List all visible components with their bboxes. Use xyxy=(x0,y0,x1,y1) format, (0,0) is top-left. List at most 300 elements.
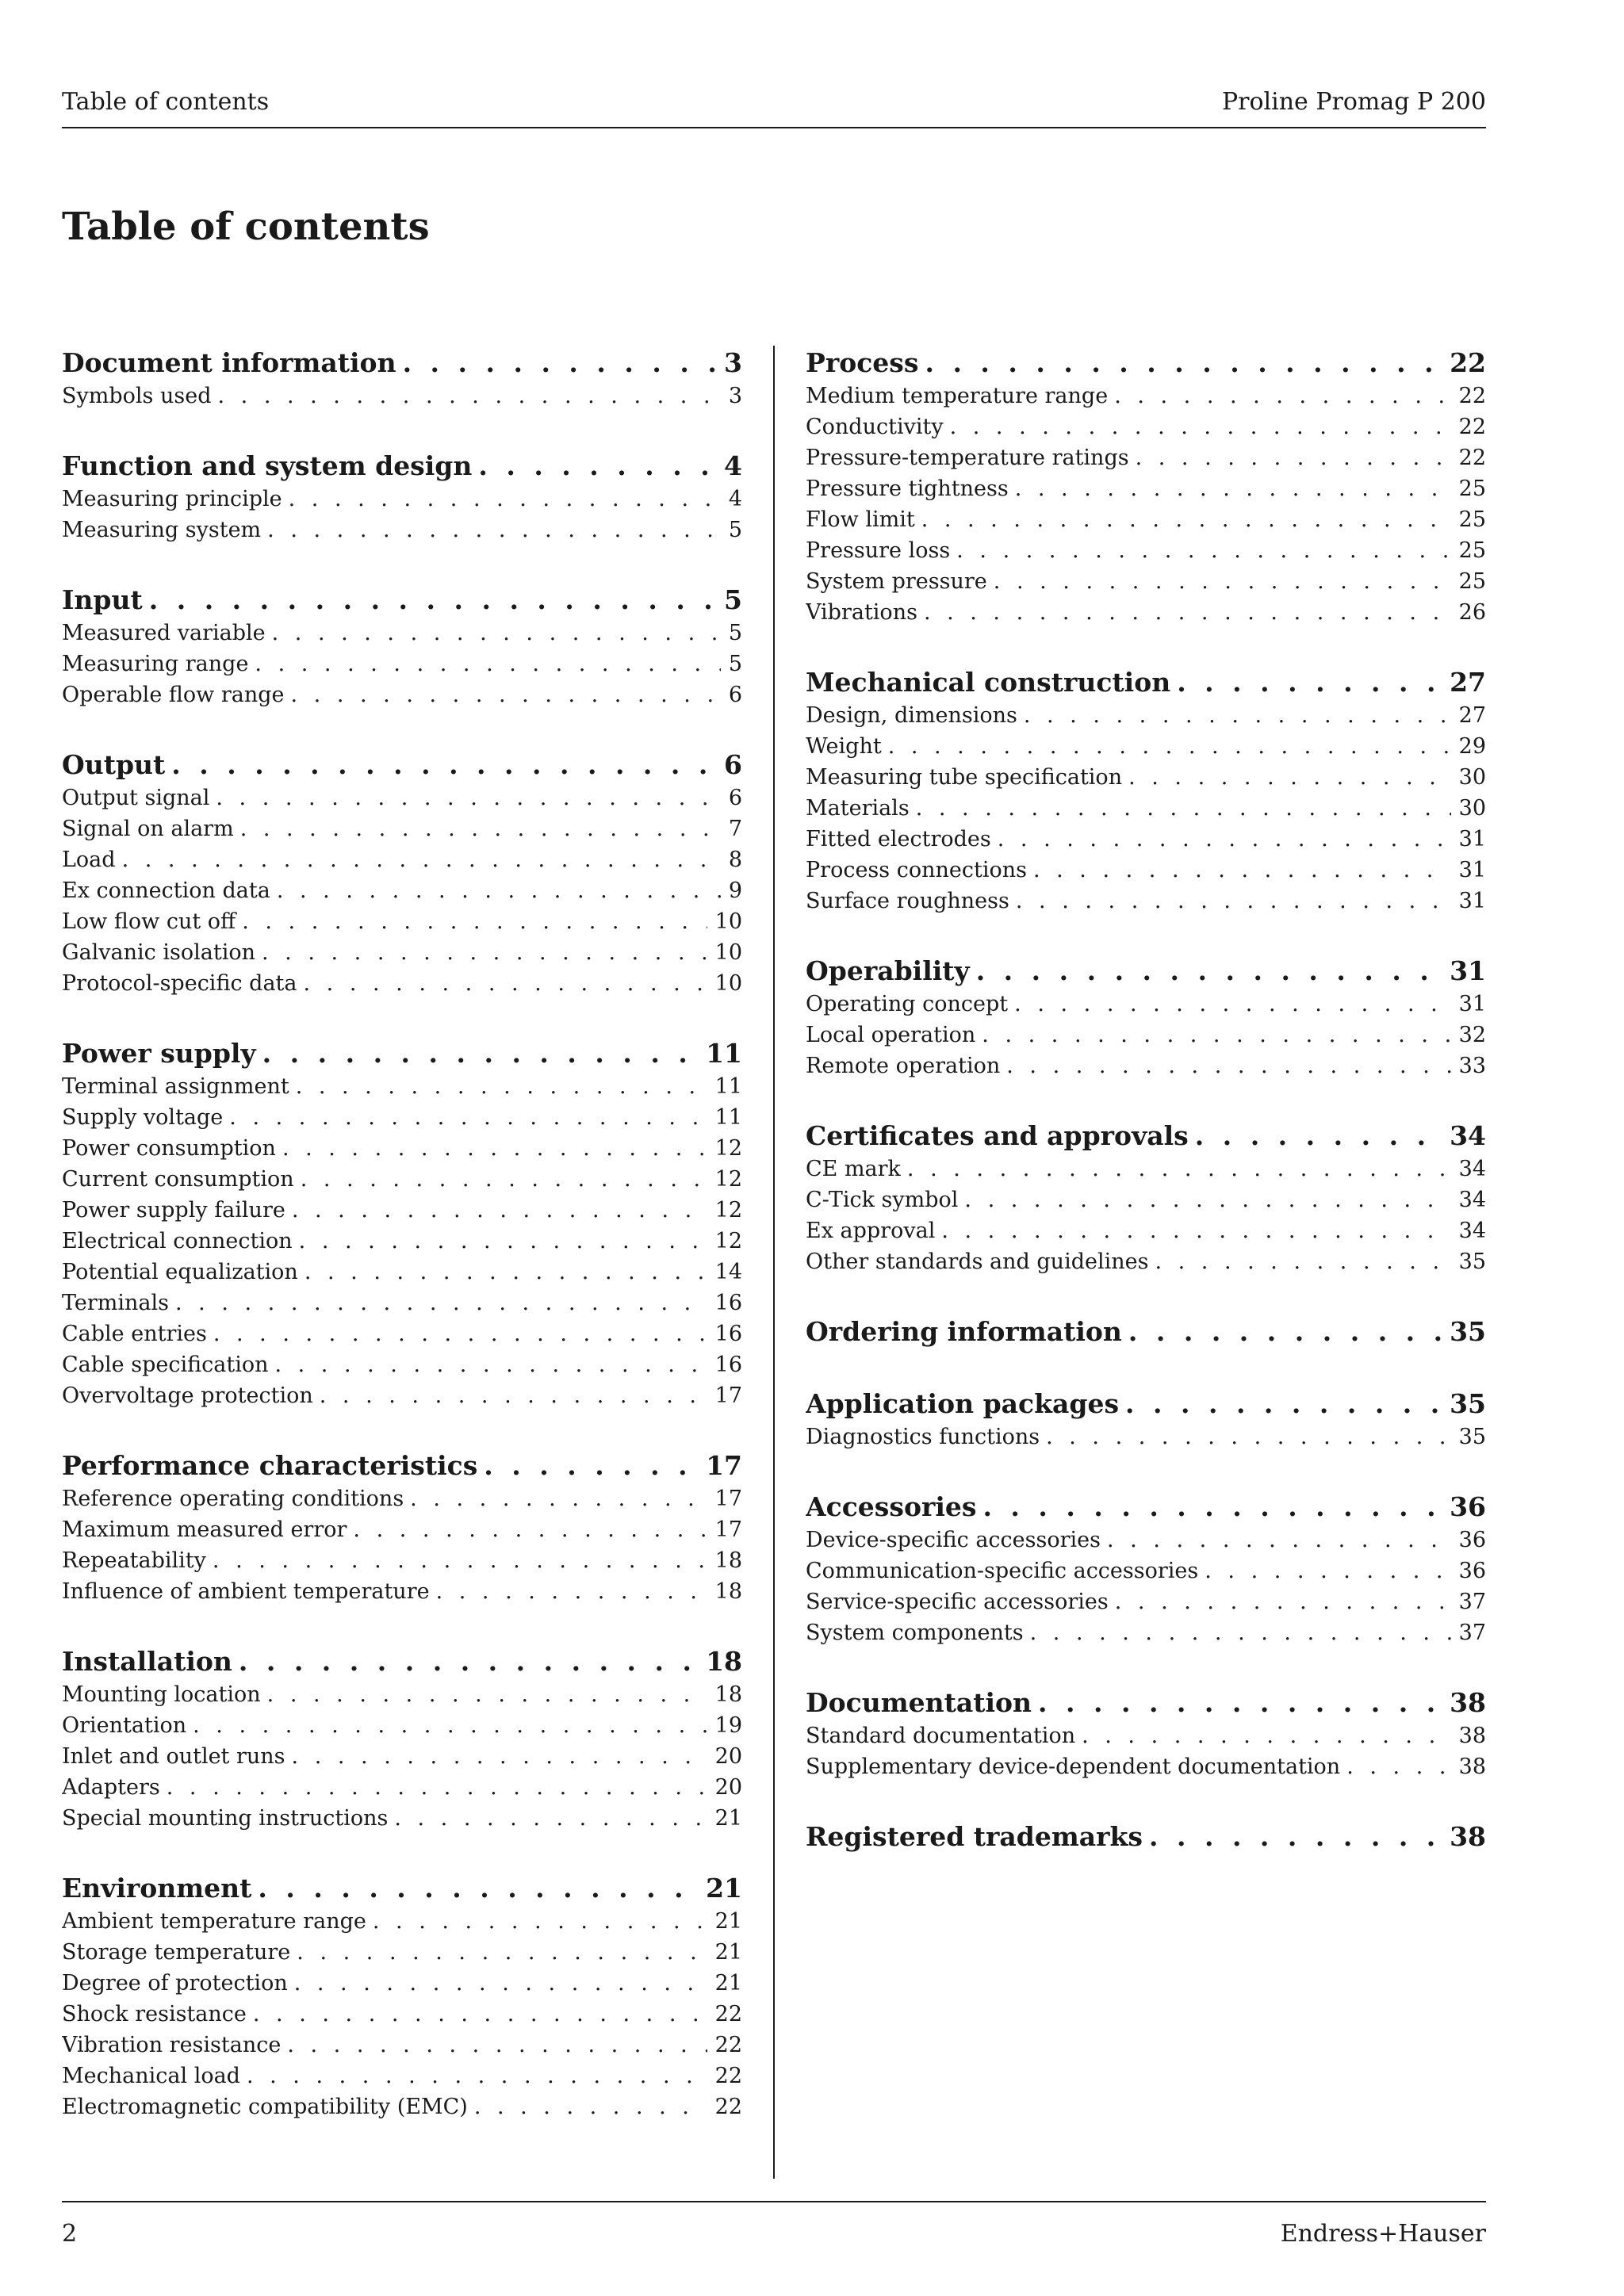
toc-entry-page: 5 xyxy=(728,652,742,676)
toc-entry[interactable] xyxy=(62,1710,742,1741)
dot-leader xyxy=(287,2030,707,2061)
toc-entry-title: Pressure-temperature ratings xyxy=(806,446,1129,470)
toc-entry-title: Power consumption xyxy=(62,1136,276,1161)
toc-entry-title: Pressure loss xyxy=(806,538,951,563)
toc-section-page: 21 xyxy=(706,1873,742,1904)
toc-entry-title: Fitted electrodes xyxy=(806,827,991,851)
toc-entry-page: 35 xyxy=(1458,1249,1486,1274)
toc-section-heading[interactable] xyxy=(62,583,742,618)
toc-entry[interactable] xyxy=(806,731,1486,762)
toc-entry-title: Signal on alarm xyxy=(62,817,234,841)
toc-entry-title: Cable specification xyxy=(62,1353,269,1377)
toc-entry-page: 25 xyxy=(1458,507,1486,532)
toc-entry-title: Remote operation xyxy=(806,1054,1001,1078)
column-divider xyxy=(773,346,775,2179)
toc-entry-page: 6 xyxy=(728,786,742,810)
dot-leader xyxy=(1177,665,1442,700)
toc-entry-page: 17 xyxy=(714,1517,742,1542)
toc-section-heading[interactable] xyxy=(62,1036,742,1071)
toc-section-heading[interactable] xyxy=(806,954,1486,989)
toc-section-heading[interactable] xyxy=(62,1448,742,1483)
toc-entry[interactable] xyxy=(806,381,1486,411)
toc-entry-title: Measuring system xyxy=(62,518,262,542)
toc-entry-title: Medium temperature range xyxy=(806,384,1109,408)
toc-entry[interactable] xyxy=(806,1422,1486,1452)
toc-entry-page: 34 xyxy=(1458,1157,1486,1181)
toc-entry-title: Repeatability xyxy=(62,1548,206,1573)
toc-entry-page: 11 xyxy=(714,1105,742,1130)
toc-entry-page: 32 xyxy=(1458,1023,1486,1047)
dot-leader xyxy=(1030,1617,1451,1648)
toc-section-heading[interactable] xyxy=(806,1387,1486,1422)
toc-entry[interactable] xyxy=(62,1380,742,1411)
toc-entry[interactable] xyxy=(806,566,1486,597)
toc-entry-title: CE mark xyxy=(806,1157,901,1181)
toc-section-heading[interactable] xyxy=(62,748,742,783)
toc-entry[interactable] xyxy=(806,762,1486,793)
toc-entry-page: 31 xyxy=(1458,889,1486,913)
toc-entry-title: Shock resistance xyxy=(62,2002,247,2026)
toc-left-column xyxy=(62,346,742,2160)
toc-section xyxy=(806,1490,1486,1648)
toc-entry[interactable] xyxy=(62,906,742,937)
toc-entry[interactable] xyxy=(62,1257,742,1288)
toc-entry-title: Measuring principle xyxy=(62,487,282,511)
toc-entry-title: Terminal assignment xyxy=(62,1074,289,1099)
toc-entry[interactable] xyxy=(62,1576,742,1607)
toc-entry[interactable] xyxy=(806,597,1486,628)
toc-entry-title: Terminals xyxy=(62,1291,170,1315)
toc-entry-title: Protocol-specific data xyxy=(62,971,297,996)
toc-entry-page: 34 xyxy=(1458,1188,1486,1212)
toc-section-title: Application packages xyxy=(806,1388,1120,1419)
dot-leader xyxy=(998,824,1451,855)
toc-entry-title: Vibrations xyxy=(806,600,917,625)
toc-entry-page: 16 xyxy=(714,1353,742,1377)
toc-entry-page: 21 xyxy=(714,1909,742,1934)
toc-entry[interactable] xyxy=(806,700,1486,731)
toc-entry-title: Galvanic isolation xyxy=(62,940,255,965)
toc-entry[interactable] xyxy=(62,2061,742,2091)
toc-entry-title: Special mounting instructions xyxy=(62,1806,389,1831)
dot-leader xyxy=(1015,473,1451,504)
dot-leader xyxy=(484,1448,698,1483)
dot-leader xyxy=(1014,989,1450,1020)
toc-entry-page: 37 xyxy=(1458,1621,1486,1645)
dot-leader xyxy=(394,1803,707,1834)
toc-entry[interactable] xyxy=(62,1906,742,1937)
toc-entry-page: 20 xyxy=(714,1775,742,1800)
toc-section-title: Input xyxy=(62,584,143,615)
toc-entry-title: Storage temperature xyxy=(62,1940,291,1965)
toc-entry-page: 14 xyxy=(714,1260,742,1284)
dot-leader xyxy=(1125,1387,1442,1422)
toc-entry-title: Operating concept xyxy=(806,992,1009,1016)
toc-entry[interactable] xyxy=(806,473,1486,504)
toc-entry-title: Communication-specific accessories xyxy=(806,1559,1199,1583)
toc-section-page: 38 xyxy=(1450,1821,1486,1852)
toc-entry[interactable] xyxy=(62,783,742,813)
toc-entry-page: 29 xyxy=(1458,734,1486,759)
dot-leader xyxy=(240,813,721,844)
toc-entry-title: Current consumption xyxy=(62,1167,294,1192)
dot-leader xyxy=(217,381,720,411)
toc-entry[interactable] xyxy=(62,1514,742,1545)
toc-section-title: Operability xyxy=(806,955,970,986)
toc-entry-page: 12 xyxy=(714,1229,742,1253)
toc-section-page: 35 xyxy=(1450,1388,1486,1419)
toc-section xyxy=(62,1448,742,1607)
toc-entry-page: 22 xyxy=(1458,415,1486,439)
header-section-label: Table of contents xyxy=(62,88,270,116)
toc-entry-title: Ambient temperature range xyxy=(62,1909,366,1934)
dot-leader xyxy=(1006,1050,1450,1081)
toc-entry-page: 31 xyxy=(1458,992,1486,1016)
dot-leader xyxy=(950,411,1451,442)
toc-entry[interactable] xyxy=(62,1318,742,1349)
toc-section-title: Output xyxy=(62,749,166,780)
toc-entry[interactable] xyxy=(806,824,1486,855)
toc-entry-title: System pressure xyxy=(806,569,987,594)
toc-entry-page: 31 xyxy=(1458,858,1486,882)
toc-entry[interactable] xyxy=(806,1751,1486,1782)
toc-entry-page: 7 xyxy=(728,817,742,841)
dot-leader xyxy=(964,1184,1450,1215)
toc-section xyxy=(806,1119,1486,1277)
toc-entry-page: 38 xyxy=(1458,1724,1486,1748)
dot-leader xyxy=(1115,1586,1451,1617)
toc-entry-title: Inlet and outlet runs xyxy=(62,1744,285,1769)
toc-entry-page: 10 xyxy=(714,940,742,965)
dot-leader xyxy=(1195,1119,1442,1154)
page-footer xyxy=(62,2201,1486,2258)
dot-leader xyxy=(410,1483,707,1514)
toc-entry[interactable] xyxy=(62,1164,742,1195)
toc-entry-title: Reference operating conditions xyxy=(62,1487,404,1511)
dot-leader xyxy=(291,679,721,710)
toc-entry[interactable] xyxy=(62,1679,742,1710)
toc-entry[interactable] xyxy=(62,1999,742,2030)
toc-section-page: 5 xyxy=(724,584,742,615)
toc-entry-page: 16 xyxy=(714,1322,742,1346)
toc-entry[interactable] xyxy=(62,1288,742,1318)
toc-entry-page: 21 xyxy=(714,1940,742,1965)
toc-entry[interactable] xyxy=(806,1246,1486,1277)
toc-entry-page: 12 xyxy=(714,1198,742,1223)
toc-entry[interactable] xyxy=(62,381,742,411)
toc-entry-title: Measuring tube specification xyxy=(806,765,1123,790)
toc-section-heading[interactable] xyxy=(62,1644,742,1679)
toc-entry-page: 18 xyxy=(714,1682,742,1707)
toc-entry[interactable] xyxy=(62,1545,742,1576)
toc-entry-title: Load xyxy=(62,848,116,872)
toc-entry[interactable] xyxy=(806,1020,1486,1050)
dot-leader xyxy=(193,1710,707,1741)
toc-entry-page: 38 xyxy=(1458,1755,1486,1779)
toc-section-heading[interactable] xyxy=(806,1490,1486,1525)
dot-leader xyxy=(213,1545,707,1576)
toc-section-page: 11 xyxy=(706,1038,742,1069)
toc-entry[interactable] xyxy=(806,989,1486,1020)
toc-entry-page: 9 xyxy=(728,878,742,903)
dot-leader xyxy=(239,1644,698,1679)
toc-entry-page: 10 xyxy=(714,971,742,996)
toc-section xyxy=(806,1820,1486,1854)
toc-section-heading[interactable] xyxy=(806,346,1486,381)
toc-entry[interactable] xyxy=(806,1586,1486,1617)
dot-leader xyxy=(149,583,716,618)
toc-entry-title: Power supply failure xyxy=(62,1198,285,1223)
toc-entry-title: Design, dimensions xyxy=(806,703,1017,728)
toc-entry[interactable] xyxy=(62,1483,742,1514)
toc-entry-page: 12 xyxy=(714,1136,742,1161)
toc-entry-title: Pressure tightness xyxy=(806,476,1009,501)
toc-section-page: 17 xyxy=(706,1450,742,1481)
toc-entry-title: Cable entries xyxy=(62,1322,207,1346)
dot-leader xyxy=(982,1490,1442,1525)
dot-leader xyxy=(1082,1720,1451,1751)
toc-entry[interactable] xyxy=(62,649,742,679)
toc-entry-page: 4 xyxy=(728,487,742,511)
toc-section-heading[interactable] xyxy=(806,1314,1486,1349)
toc-entry[interactable] xyxy=(62,515,742,545)
toc-entry-title: Measuring range xyxy=(62,652,249,676)
toc-entry-title: Vibration resistance xyxy=(62,2033,282,2057)
toc-entry-title: Local operation xyxy=(806,1023,976,1047)
toc-entry[interactable] xyxy=(62,1133,742,1164)
page-header xyxy=(62,86,1486,128)
toc-entry[interactable] xyxy=(806,504,1486,535)
toc-section-title: Process xyxy=(806,347,919,378)
dot-leader xyxy=(1149,1820,1442,1854)
toc-entry[interactable] xyxy=(62,1803,742,1834)
toc-entry[interactable] xyxy=(62,2091,742,2122)
toc-entry[interactable] xyxy=(806,855,1486,886)
toc-entry-page: 21 xyxy=(714,1971,742,1996)
toc-entry-page: 3 xyxy=(728,384,742,408)
toc-section-page: 18 xyxy=(706,1646,742,1677)
dot-leader xyxy=(282,1133,707,1164)
dot-leader xyxy=(304,968,707,999)
toc-entry-title: Diagnostics functions xyxy=(806,1425,1040,1449)
dot-leader xyxy=(916,793,1451,824)
toc-entry-page: 22 xyxy=(714,2064,742,2088)
toc-entry[interactable] xyxy=(62,1102,742,1133)
toc-entry-title: C-Tick symbol xyxy=(806,1188,959,1212)
toc-entry[interactable] xyxy=(806,1184,1486,1215)
dot-leader xyxy=(982,1020,1450,1050)
dot-leader xyxy=(292,1195,707,1226)
toc-section-heading[interactable] xyxy=(62,449,742,484)
toc-entry[interactable] xyxy=(806,886,1486,916)
toc-section-page: 34 xyxy=(1450,1120,1486,1151)
toc-right-column xyxy=(806,346,1486,1892)
toc-section-page: 35 xyxy=(1450,1316,1486,1347)
toc-entry[interactable] xyxy=(62,484,742,515)
toc-entry[interactable] xyxy=(806,1050,1486,1081)
toc-entry-title: Measured variable xyxy=(62,621,266,645)
toc-entry-page: 27 xyxy=(1458,703,1486,728)
toc-entry-page: 33 xyxy=(1458,1054,1486,1078)
toc-section xyxy=(62,1644,742,1834)
toc-entry-page: 37 xyxy=(1458,1590,1486,1614)
toc-entry-page: 36 xyxy=(1458,1528,1486,1552)
toc-entry-title: Supplementary device-dependent documentation xyxy=(806,1755,1341,1779)
toc-entry-page: 6 xyxy=(728,683,742,707)
dot-leader xyxy=(255,649,720,679)
toc-entry-title: Conductivity xyxy=(806,415,944,439)
toc-entry[interactable] xyxy=(62,2030,742,2061)
dot-leader xyxy=(294,1968,707,1999)
toc-entry-title: Overvoltage protection xyxy=(62,1383,313,1408)
toc-section-title: Documentation xyxy=(806,1687,1032,1718)
toc-entry[interactable] xyxy=(62,679,742,710)
dot-leader xyxy=(216,783,720,813)
toc-entry-page: 35 xyxy=(1458,1425,1486,1449)
dot-leader xyxy=(299,1226,707,1257)
toc-section xyxy=(62,1871,742,2122)
toc-entry-page: 30 xyxy=(1458,765,1486,790)
toc-section xyxy=(806,1314,1486,1349)
toc-entry-page: 12 xyxy=(714,1167,742,1192)
toc-section-page: 6 xyxy=(724,749,742,780)
dot-leader xyxy=(925,346,1442,381)
toc-entry-page: 22 xyxy=(714,2033,742,2057)
toc-entry[interactable] xyxy=(62,1071,742,1102)
dot-leader xyxy=(289,484,721,515)
toc-entry[interactable] xyxy=(62,618,742,649)
footer-brand: Endress+Hauser xyxy=(1280,2220,1486,2248)
dot-leader xyxy=(171,748,716,783)
toc-entry[interactable] xyxy=(62,1772,742,1803)
toc-entry[interactable] xyxy=(62,813,742,844)
toc-entry[interactable] xyxy=(806,1617,1486,1648)
toc-section-page: 4 xyxy=(724,450,742,481)
toc-entry[interactable] xyxy=(62,937,742,968)
toc-entry[interactable] xyxy=(62,844,742,875)
dot-leader xyxy=(1136,442,1451,473)
dot-leader xyxy=(478,449,716,484)
toc-section-heading[interactable] xyxy=(806,665,1486,700)
toc-section-heading[interactable] xyxy=(62,1871,742,1906)
dot-leader xyxy=(1128,1314,1442,1349)
toc-entry-page: 34 xyxy=(1458,1219,1486,1243)
toc-section xyxy=(62,449,742,545)
toc-entry-page: 17 xyxy=(714,1383,742,1408)
dot-leader xyxy=(403,346,716,381)
toc-entry[interactable] xyxy=(62,875,742,906)
toc-entry-title: Symbols used xyxy=(62,384,212,408)
toc-entry[interactable] xyxy=(62,1741,742,1772)
toc-section xyxy=(806,1387,1486,1452)
dot-leader xyxy=(229,1102,707,1133)
toc-entry-page: 16 xyxy=(714,1291,742,1315)
toc-section xyxy=(806,665,1486,916)
toc-section-title: Mechanical construction xyxy=(806,667,1171,698)
dot-leader xyxy=(907,1154,1451,1184)
toc-entry-page: 19 xyxy=(714,1713,742,1738)
toc-entry[interactable] xyxy=(806,535,1486,566)
toc-section-heading[interactable] xyxy=(806,1119,1486,1154)
dot-leader xyxy=(1114,381,1450,411)
toc-entry[interactable] xyxy=(62,1349,742,1380)
dot-leader xyxy=(296,1071,707,1102)
dot-leader xyxy=(320,1380,707,1411)
toc-section-title: Document information xyxy=(62,347,396,378)
toc-entry-title: Maximum measured error xyxy=(62,1517,347,1542)
dot-leader xyxy=(277,875,721,906)
dot-leader xyxy=(1107,1525,1451,1556)
toc-entry-page: 31 xyxy=(1458,827,1486,851)
toc-entry-title: Degree of protection xyxy=(62,1971,288,1996)
dot-leader xyxy=(167,1772,707,1803)
toc-entry[interactable] xyxy=(62,968,742,999)
dot-leader xyxy=(258,1871,698,1906)
toc-entry-page: 21 xyxy=(714,1806,742,1831)
toc-section xyxy=(806,954,1486,1081)
toc-entry[interactable] xyxy=(62,1226,742,1257)
toc-entry[interactable] xyxy=(806,1154,1486,1184)
dot-leader xyxy=(272,618,721,649)
toc-entry-title: Weight xyxy=(806,734,882,759)
dot-leader xyxy=(242,906,707,937)
toc-entry-title: Ex connection data xyxy=(62,878,270,903)
toc-entry-page: 17 xyxy=(714,1487,742,1511)
toc-entry-title: Low flow cut off xyxy=(62,909,236,934)
toc-entry-page: 26 xyxy=(1458,600,1486,625)
toc-entry-page: 22 xyxy=(714,2095,742,2119)
toc-entry[interactable] xyxy=(806,1720,1486,1751)
toc-entry-title: Output signal xyxy=(62,786,210,810)
dot-leader xyxy=(1046,1422,1451,1452)
toc-entry-page: 18 xyxy=(714,1548,742,1573)
toc-entry[interactable] xyxy=(806,1525,1486,1556)
toc-entry-page: 22 xyxy=(714,2002,742,2026)
toc-entry[interactable] xyxy=(62,1937,742,1968)
toc-entry-page: 30 xyxy=(1458,796,1486,821)
dot-leader xyxy=(213,1318,707,1349)
toc-entry[interactable] xyxy=(806,1215,1486,1246)
toc-entry[interactable] xyxy=(806,442,1486,473)
dot-leader xyxy=(274,1349,707,1380)
toc-entry[interactable] xyxy=(806,1556,1486,1586)
toc-entry-page: 20 xyxy=(714,1744,742,1769)
dot-leader xyxy=(292,1741,707,1772)
dot-leader xyxy=(1016,886,1451,916)
toc-entry[interactable] xyxy=(62,1195,742,1226)
toc-entry[interactable] xyxy=(806,411,1486,442)
toc-entry[interactable] xyxy=(62,1968,742,1999)
toc-entry-title: Influence of ambient temperature xyxy=(62,1579,430,1604)
toc-section-title: Environment xyxy=(62,1873,252,1904)
toc-section-title: Registered trademarks xyxy=(806,1821,1143,1852)
footer-page-number: 2 xyxy=(62,2220,78,2248)
dot-leader xyxy=(1038,1686,1442,1720)
page-title: Table of contents xyxy=(62,205,430,249)
toc-section xyxy=(62,1036,742,1411)
dot-leader xyxy=(175,1288,707,1318)
dot-leader xyxy=(888,731,1451,762)
toc-section-heading[interactable] xyxy=(806,1686,1486,1720)
toc-section-title: Accessories xyxy=(806,1491,977,1522)
toc-section-page: 3 xyxy=(724,347,742,378)
toc-entry-title: Mounting location xyxy=(62,1682,261,1707)
toc-entry[interactable] xyxy=(806,793,1486,824)
toc-entry-title: System components xyxy=(806,1621,1024,1645)
toc-section-heading[interactable] xyxy=(62,346,742,381)
toc-section-heading[interactable] xyxy=(806,1820,1486,1854)
toc-section xyxy=(62,346,742,411)
